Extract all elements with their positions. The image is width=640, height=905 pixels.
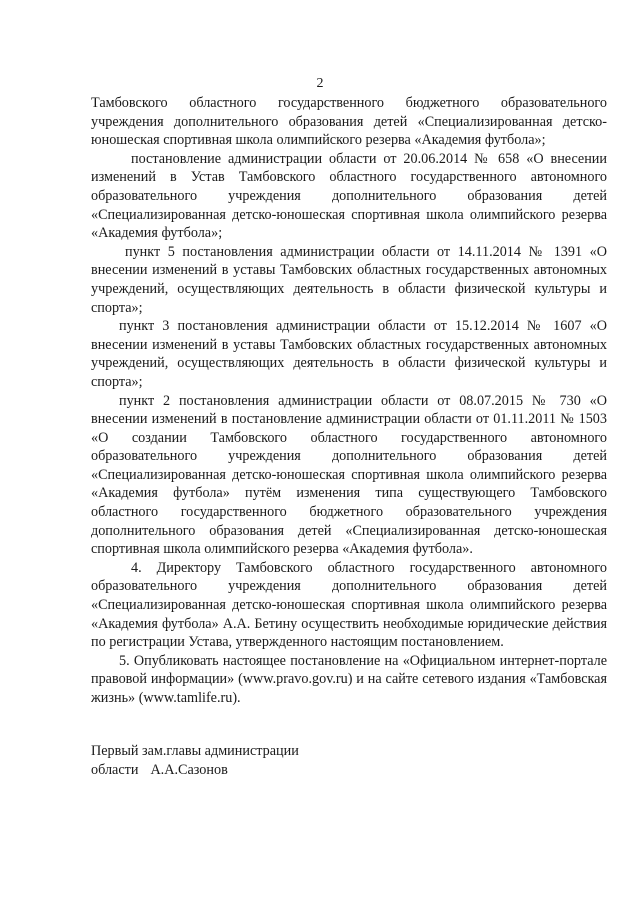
paragraph-continuation: Тамбовского областного государственного бюджетного образовательного учреждения дополнительного образования детей «Специализированная детско-юношеская спортивная школа олимпийского резерва «Академия футбола»; xyxy=(91,95,607,149)
signature-title-line2: области xyxy=(91,761,139,778)
document-body xyxy=(91,94,607,708)
paragraph-resolution-658: постановление администрации области от 20.06.2014 № 658 «О внесении изменений в Устав Тамбовского областного государственного автономного образовательного учреждения дополнительного образования детей «Специализированная детско-юношеская спортивная школа олимпийского резерва «Академия футбола»; xyxy=(91,150,607,242)
paragraph-item-5: 5. Опубликовать настоящее постановление на «Официальном интернет-портале правовой информации» (www.pravo.gov.ru) и на сайте сетевого издания «Тамбовская жизнь» (www.tamlife.ru). xyxy=(91,652,607,706)
paragraph-resolution-1391: пункт 5 постановления администрации области от 14.11.2014 № 1391 «О внесении изменений в уставы Тамбовских областных государственных автономных учреждений, осуществляющих деятельность в области физической культуры и спорта»; xyxy=(91,243,607,316)
paragraph-item-4: 4. Директору Тамбовского областного государственного автономного образовательного учреждения дополнительного образования детей «Специализированная детско-юношеская спортивная школа олимпийского резерва «Академия футбола» А.А. Бетину осуществить необходимые юридические действия по регистрации Устава, утвержденного настоящим постановлением. xyxy=(91,559,607,651)
paragraph-resolution-730: пункт 2 постановления администрации области от 08.07.2015 № 730 «О внесении изменений в постановление администрации области от 01.11.2011 № 1503 «О создании Тамбовского областного государственного автономного образовательного учреждения дополнительного образования детей «Специализированная детско-юношеская спортивная школа олимпийского резерва «Академия футбола» путём изменения типа существующего Тамбовского областного государственного бюджетного образовательного учреждения дополнительного образования детей «Специализированная детско-юношеская спортивная школа олимпийского резерва «Академия футбола». xyxy=(91,392,607,558)
signature-block xyxy=(91,742,299,779)
signature-title-line1: Первый зам.главы администрации xyxy=(91,743,299,759)
paragraph-resolution-1607: пункт 3 постановления администрации области от 15.12.2014 № 1607 «О внесении изменений в уставы Тамбовских областных государственных автономных учреждений, осуществляющих деятельность в области физической культуры и спорта»; xyxy=(91,318,607,390)
page-number: 2 xyxy=(316,76,324,91)
signature-name: А.А.Сазонов xyxy=(150,761,228,778)
signature-line2 xyxy=(91,761,299,780)
